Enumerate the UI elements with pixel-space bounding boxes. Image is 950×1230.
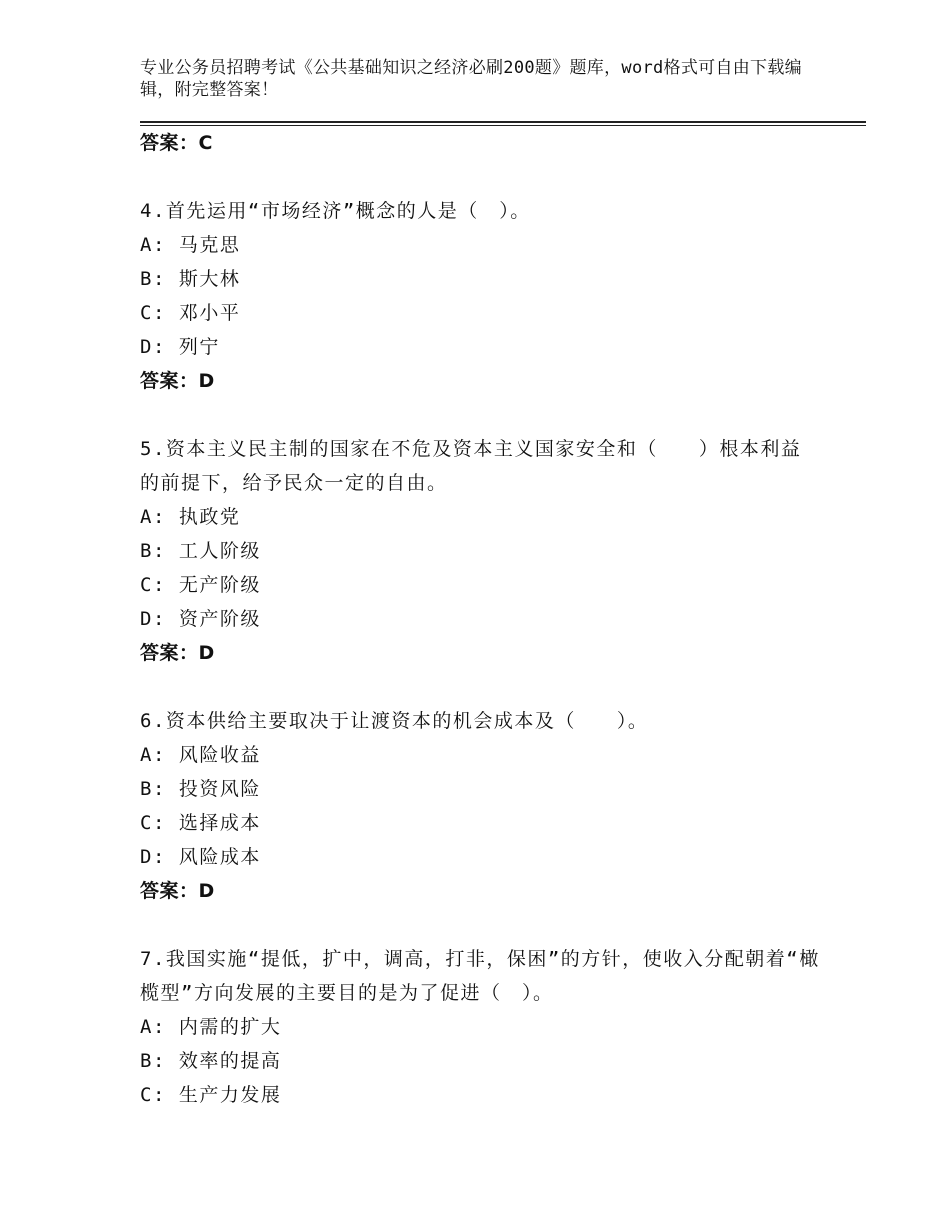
question-list: [140, 126, 820, 1146]
option-c: C: 邓小平: [140, 302, 241, 324]
option-a: A: 风险收益: [140, 744, 261, 766]
option-c: C: 无产阶级: [140, 574, 261, 596]
question-text: 7.我国实施“提低，扩中，调高，打非，保困”的方针，使收入分配朝着“橄榄型”方向发展的主要目的是为了促进（ ）。: [140, 948, 820, 1004]
option-b: B: 斯大林: [140, 268, 241, 290]
header-divider-thick: [140, 121, 866, 123]
question-4: [140, 194, 820, 398]
option-a: A: 马克思: [140, 234, 241, 256]
option-b: B: 效率的提高: [140, 1050, 282, 1072]
option-b: B: 投资风险: [140, 778, 261, 800]
answer: 答案：D: [140, 880, 215, 902]
answer: 答案：D: [140, 370, 215, 392]
previous-answer: 答案：C: [140, 132, 213, 154]
option-a: A: 内需的扩大: [140, 1016, 282, 1038]
question-6: [140, 704, 820, 908]
option-d: D: 资产阶级: [140, 608, 261, 630]
question-7: [140, 942, 820, 1112]
question-5: [140, 432, 820, 670]
document-header: 专业公务员招聘考试《公共基础知识之经济必刷200题》题库，word格式可自由下载编辑，附完整答案！: [140, 58, 802, 100]
option-c: C: 选择成本: [140, 812, 261, 834]
question-text: 6.资本供给主要取决于让渡资本的机会成本及（ ）。: [140, 710, 649, 732]
option-c: C: 生产力发展: [140, 1084, 282, 1106]
option-a: A: 执政党: [140, 506, 241, 528]
answer: 答案：D: [140, 642, 215, 664]
option-b: B: 工人阶级: [140, 540, 261, 562]
option-d: D: 列宁: [140, 336, 220, 358]
question-text: 4.首先运用“市场经济”概念的人是（ ）。: [140, 200, 531, 222]
question-text: 5.资本主义民主制的国家在不危及资本主义国家安全和（ ）根本利益的前提下，给予民众一定的自由。: [140, 438, 802, 494]
option-d: D: 风险成本: [140, 846, 261, 868]
